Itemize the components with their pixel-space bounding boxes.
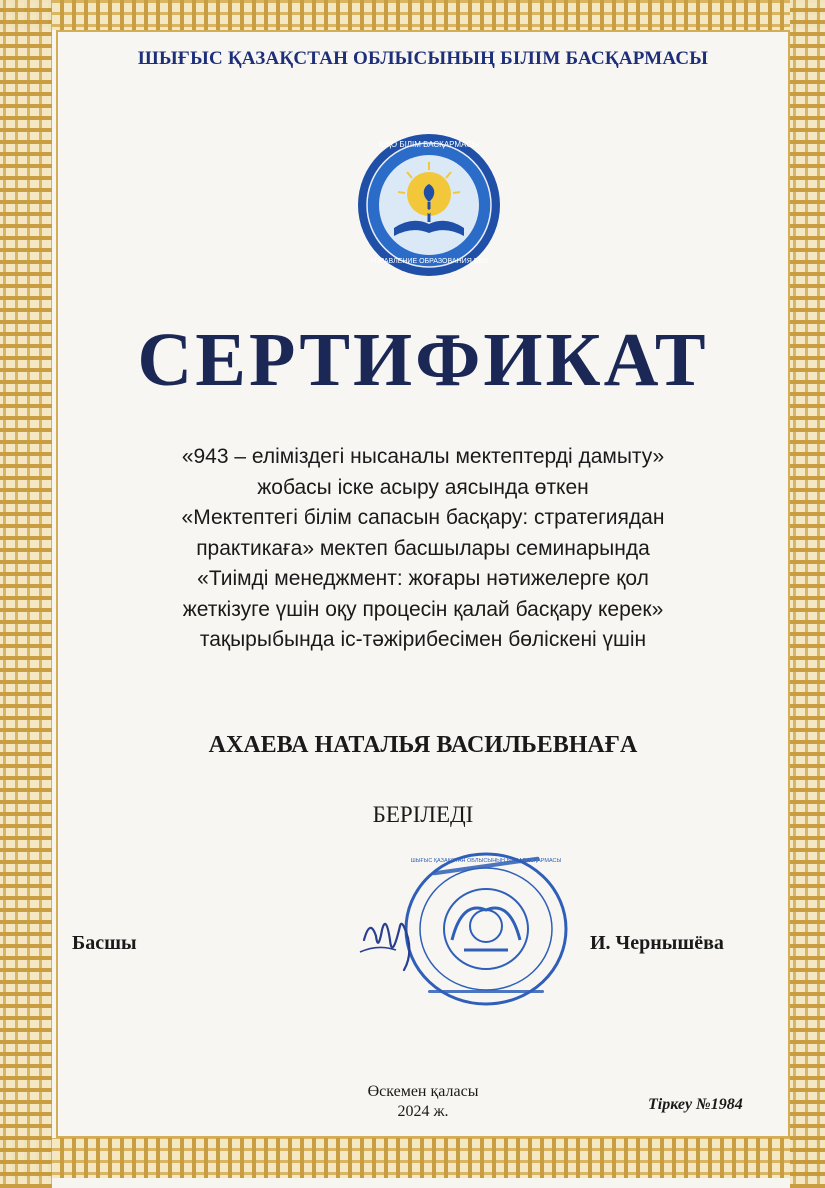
- book-and-tulip-emblem-icon: [356, 132, 502, 278]
- signatory-name: И. Чернышёва: [590, 932, 724, 954]
- ornamental-border-bottom: [0, 1138, 825, 1178]
- emblem-top-text: ШҚО БІЛІМ БАСҚАРМАСЫ: [378, 140, 480, 149]
- emblem-bottom-text: УПРАВЛЕНИЕ ОБРАЗОВАНИЯ ВКО: [370, 258, 488, 265]
- description-line: жобасы іске асыру аясында өткен: [257, 475, 589, 499]
- awarded-label: БЕРІЛЕДІ: [372, 802, 474, 827]
- description-line: «943 – еліміздегі нысаналы мектептерді дамыту»: [181, 445, 665, 468]
- seal-text: ШЫҒЫС ҚАЗАҚСТАН ОБЛЫСЫНЫҢ БІЛІМ БАСҚАРМАСЫ: [410, 858, 562, 864]
- issue-year: 2024 ж.: [397, 1103, 449, 1120]
- description-line: «Тиімді менеджмент: жоғары нәтижелерге қол: [197, 567, 649, 590]
- registration-number: Тіркеу №1984: [648, 1096, 743, 1113]
- ornamental-border-left: [0, 0, 52, 1188]
- description-line: тақырыбында іс-тәжірибесімен бөліскені үшін: [199, 628, 647, 651]
- certificate-body: [56, 30, 790, 1138]
- issue-city: Өскемен қаласы: [367, 1083, 479, 1100]
- signatory-title: Басшы: [72, 932, 137, 954]
- ornamental-border-right: [790, 0, 825, 1188]
- ornamental-border-top: [0, 0, 825, 30]
- issuer-title: ШЫҒЫС ҚАЗАҚСТАН ОБЛЫСЫНЫҢ БІЛІМ БАСҚАРМАСЫ: [137, 48, 709, 69]
- recipient-name: АХАЕВА НАТАЛЬЯ ВАСИЛЬЕВНАҒА: [208, 732, 638, 758]
- certificate-description: [78, 442, 768, 656]
- description-line: жеткізуге үшін оқу процесін қалай басқару керек»: [182, 597, 664, 621]
- description-line: практикаға» мектеп басшылары семинарында: [196, 536, 650, 560]
- certificate-title: СЕРТИФИКАТ: [137, 318, 709, 402]
- handwritten-signature-icon: [356, 900, 426, 980]
- description-line: «Мектептегі білім сапасын басқару: стратегиядан: [181, 506, 665, 529]
- official-round-seal-icon: [402, 850, 570, 1008]
